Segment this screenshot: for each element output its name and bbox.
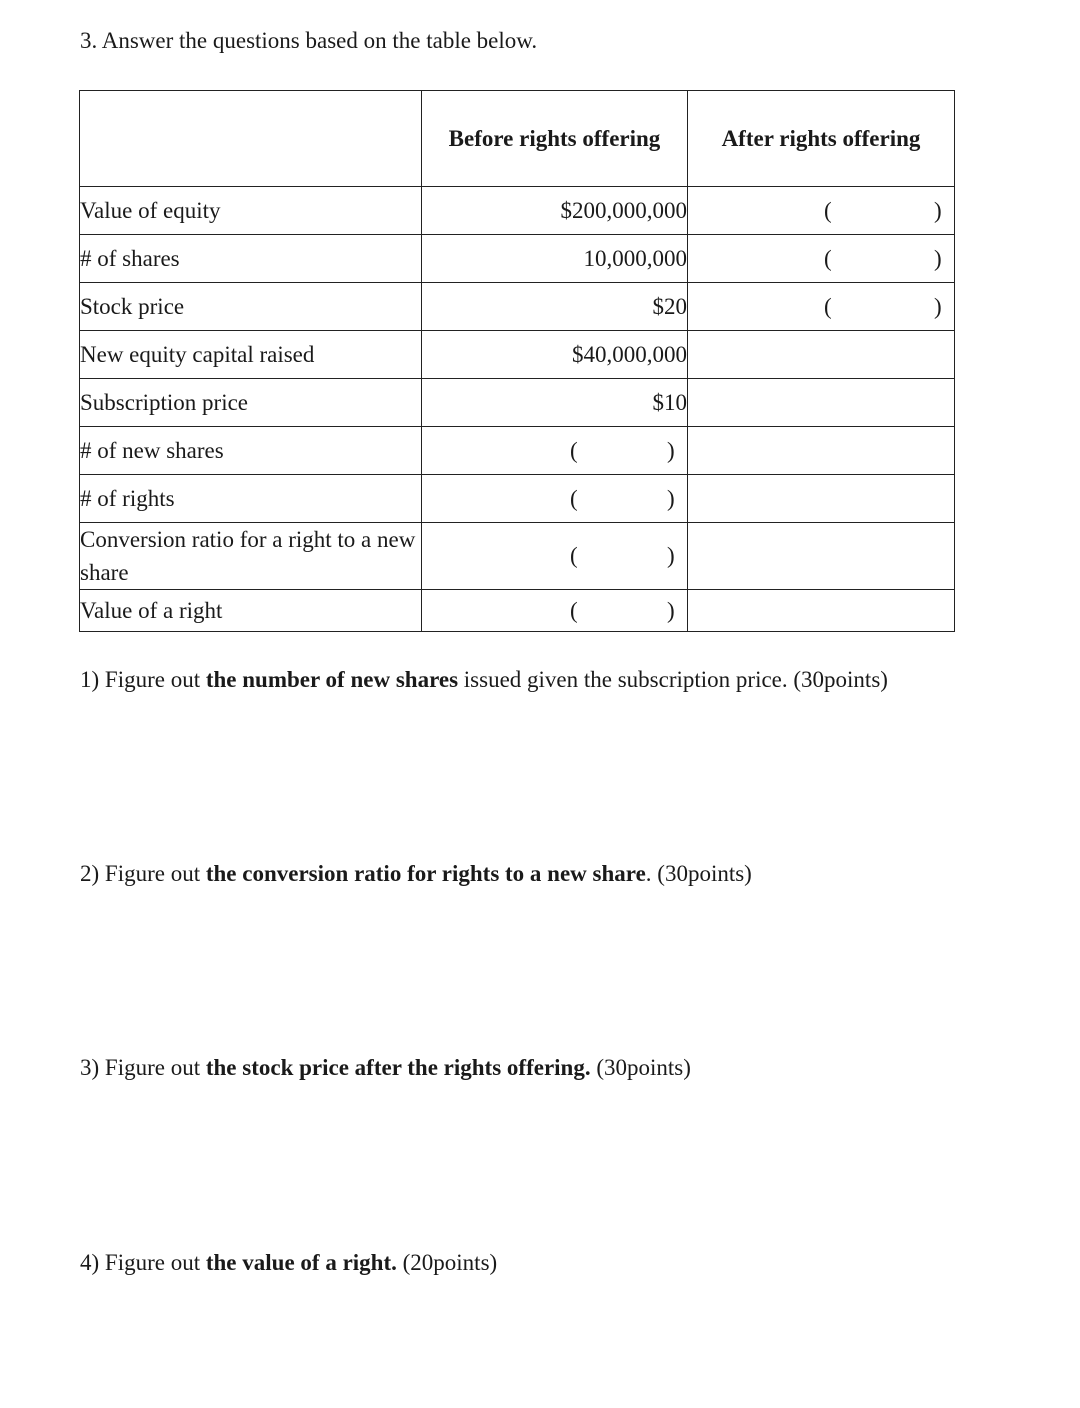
before-answer-blank: [422, 590, 688, 632]
row-label: Subscription price: [80, 379, 422, 427]
close-paren: ): [934, 245, 942, 271]
table-row: [80, 187, 955, 235]
question-emphasis: the stock price after the rights offering.: [205, 1055, 591, 1080]
open-paren: (: [570, 543, 578, 568]
open-paren: (: [570, 597, 578, 623]
row-label: Conversion ratio for a right to a new share: [80, 523, 422, 590]
row-label: Stock price: [80, 283, 422, 331]
before-value: 10,000,000: [422, 235, 688, 283]
after-answer-blank: [688, 283, 955, 331]
open-paren: (: [824, 293, 832, 319]
row-label: Value of equity: [80, 187, 422, 235]
close-paren: ): [667, 485, 675, 511]
empty-cell: [688, 590, 955, 632]
table-row: [80, 427, 955, 475]
rights-offering-table: [79, 90, 955, 632]
close-paren: ): [934, 293, 942, 319]
before-answer-blank: [422, 475, 688, 523]
row-label: # of shares: [80, 235, 422, 283]
question-heading: 3. Answer the questions based on the table below.: [80, 28, 538, 53]
row-label: Value of a right: [80, 590, 422, 632]
table-row: [80, 475, 955, 523]
question-emphasis: the value of a right.: [205, 1250, 397, 1275]
question-2: [80, 861, 752, 887]
question-prefix: 1) Figure out: [80, 667, 206, 692]
question-suffix: issued given the subscription price. (30points): [458, 667, 888, 692]
row-label: New equity capital raised: [80, 331, 422, 379]
question-emphasis: the conversion ratio for rights to a new share: [205, 861, 646, 886]
question-emphasis: the number of new shares: [205, 667, 459, 692]
table-row: [80, 523, 955, 590]
close-paren: ): [667, 597, 675, 623]
table-row: [80, 590, 955, 632]
table-row: [80, 235, 955, 283]
row-label: # of rights: [80, 475, 422, 523]
after-answer-blank: [688, 235, 955, 283]
question-1: [80, 667, 888, 693]
before-value: $200,000,000: [422, 187, 688, 235]
question-3: [80, 1055, 691, 1081]
before-value: $20: [422, 283, 688, 331]
table-row: [80, 331, 955, 379]
question-prefix: 3) Figure out: [80, 1055, 206, 1080]
close-paren: ): [667, 437, 675, 463]
empty-cell: [688, 427, 955, 475]
question-prefix: 4) Figure out: [80, 1250, 206, 1275]
table-row: [80, 379, 955, 427]
header-after: After rights offering: [688, 91, 955, 187]
before-value: $40,000,000: [422, 331, 688, 379]
empty-cell: [688, 331, 955, 379]
open-paren: (: [570, 437, 578, 463]
question-prefix: 2) Figure out: [80, 861, 206, 886]
close-paren: ): [667, 543, 675, 568]
row-label: # of new shares: [80, 427, 422, 475]
empty-cell: [688, 379, 955, 427]
before-value: $10: [422, 379, 688, 427]
open-paren: (: [824, 197, 832, 223]
question-suffix: (20points): [396, 1250, 498, 1275]
empty-cell: [688, 475, 955, 523]
table-row: [80, 283, 955, 331]
empty-cell: [688, 523, 955, 590]
header-before: Before rights offering: [422, 91, 688, 187]
open-paren: (: [824, 245, 832, 271]
close-paren: ): [934, 197, 942, 223]
open-paren: (: [570, 485, 578, 511]
question-suffix: . (30points): [645, 861, 752, 886]
header-blank: [80, 91, 422, 187]
before-answer-blank: [422, 427, 688, 475]
question-suffix: (30points): [590, 1055, 691, 1080]
question-4: [80, 1250, 497, 1276]
table-header-row: [80, 91, 955, 187]
before-answer-blank: [422, 523, 688, 590]
after-answer-blank: [688, 187, 955, 235]
